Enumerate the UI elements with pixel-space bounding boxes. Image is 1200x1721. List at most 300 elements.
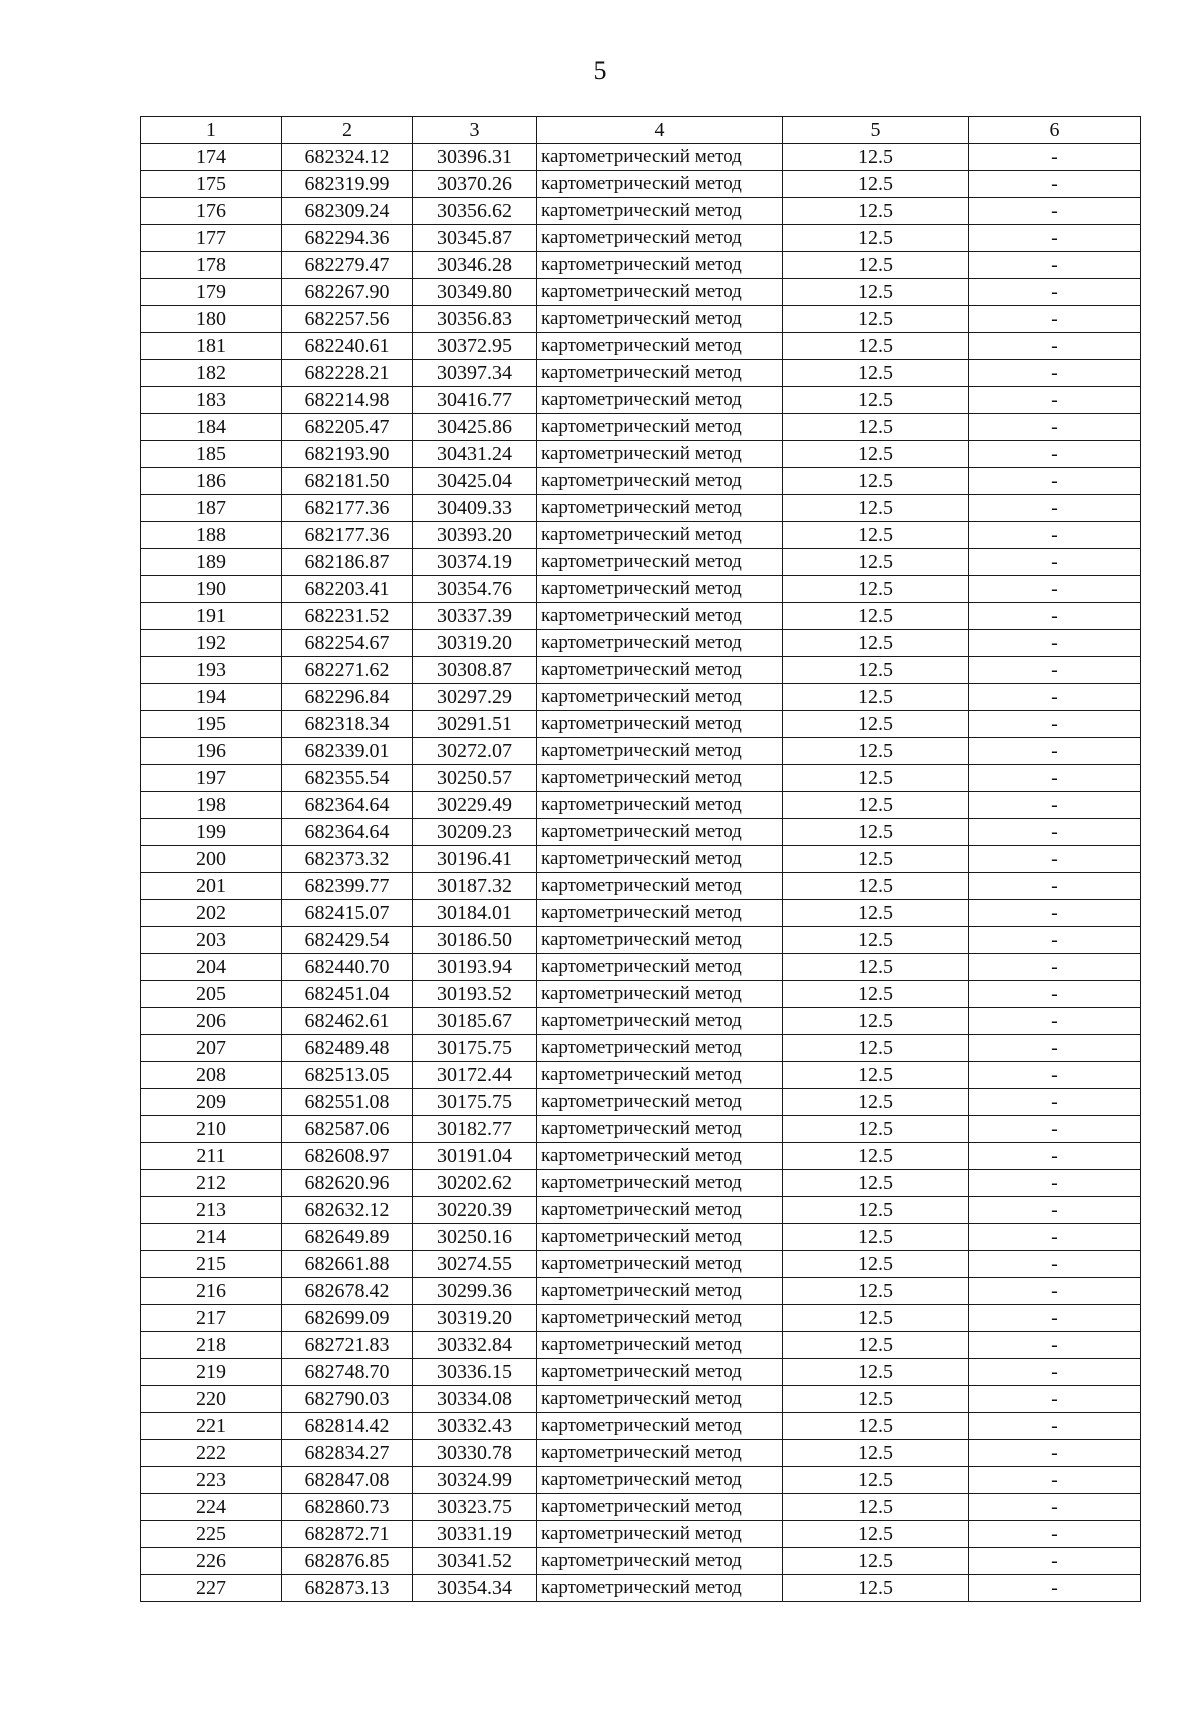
note-cell: - — [969, 333, 1141, 360]
method-cell: картометрический метод — [537, 441, 783, 468]
point-number-cell: 222 — [141, 1440, 282, 1467]
point-number-cell: 220 — [141, 1386, 282, 1413]
x-coordinate-cell: 682748.70 — [282, 1359, 413, 1386]
method-cell: картометрический метод — [537, 414, 783, 441]
method-cell: картометрический метод — [537, 1251, 783, 1278]
x-coordinate-cell: 682279.47 — [282, 252, 413, 279]
x-coordinate-cell: 682608.97 — [282, 1143, 413, 1170]
point-number-cell: 188 — [141, 522, 282, 549]
point-number-cell: 197 — [141, 765, 282, 792]
accuracy-cell: 12.5 — [783, 738, 969, 765]
method-cell: картометрический метод — [537, 1062, 783, 1089]
x-coordinate-cell: 682339.01 — [282, 738, 413, 765]
table-row — [141, 522, 1141, 549]
method-cell: картометрический метод — [537, 198, 783, 225]
accuracy-cell: 12.5 — [783, 1278, 969, 1305]
table-row — [141, 954, 1141, 981]
accuracy-cell: 12.5 — [783, 981, 969, 1008]
note-cell: - — [969, 765, 1141, 792]
accuracy-cell: 12.5 — [783, 1062, 969, 1089]
y-coordinate-cell: 30324.99 — [413, 1467, 537, 1494]
y-coordinate-cell: 30356.62 — [413, 198, 537, 225]
y-coordinate-cell: 30372.95 — [413, 333, 537, 360]
x-coordinate-cell: 682489.48 — [282, 1035, 413, 1062]
note-cell: - — [969, 495, 1141, 522]
method-cell: картометрический метод — [537, 1035, 783, 1062]
table-row — [141, 1575, 1141, 1602]
x-coordinate-cell: 682834.27 — [282, 1440, 413, 1467]
note-cell: - — [969, 711, 1141, 738]
x-coordinate-cell: 682462.61 — [282, 1008, 413, 1035]
table-row — [141, 1062, 1141, 1089]
table-row — [141, 738, 1141, 765]
note-cell: - — [969, 1440, 1141, 1467]
note-cell: - — [969, 1575, 1141, 1602]
note-cell: - — [969, 387, 1141, 414]
y-coordinate-cell: 30332.84 — [413, 1332, 537, 1359]
table-row — [141, 1359, 1141, 1386]
note-cell: - — [969, 981, 1141, 1008]
accuracy-cell: 12.5 — [783, 414, 969, 441]
note-cell: - — [969, 1197, 1141, 1224]
x-coordinate-cell: 682214.98 — [282, 387, 413, 414]
x-coordinate-cell: 682193.90 — [282, 441, 413, 468]
note-cell: - — [969, 603, 1141, 630]
column-header-5: 5 — [783, 117, 969, 144]
method-cell: картометрический метод — [537, 819, 783, 846]
x-coordinate-cell: 682228.21 — [282, 360, 413, 387]
table-header-row — [141, 117, 1141, 144]
accuracy-cell: 12.5 — [783, 1035, 969, 1062]
note-cell: - — [969, 846, 1141, 873]
note-cell: - — [969, 1386, 1141, 1413]
x-coordinate-cell: 682177.36 — [282, 522, 413, 549]
method-cell: картометрический метод — [537, 1413, 783, 1440]
point-number-cell: 199 — [141, 819, 282, 846]
x-coordinate-cell: 682872.71 — [282, 1521, 413, 1548]
method-cell: картометрический метод — [537, 1008, 783, 1035]
point-number-cell: 212 — [141, 1170, 282, 1197]
table-row — [141, 1035, 1141, 1062]
point-number-cell: 192 — [141, 630, 282, 657]
point-number-cell: 189 — [141, 549, 282, 576]
y-coordinate-cell: 30336.15 — [413, 1359, 537, 1386]
point-number-cell: 193 — [141, 657, 282, 684]
accuracy-cell: 12.5 — [783, 441, 969, 468]
note-cell: - — [969, 441, 1141, 468]
note-cell: - — [969, 792, 1141, 819]
point-number-cell: 213 — [141, 1197, 282, 1224]
point-number-cell: 198 — [141, 792, 282, 819]
y-coordinate-cell: 30193.94 — [413, 954, 537, 981]
point-number-cell: 215 — [141, 1251, 282, 1278]
x-coordinate-cell: 682399.77 — [282, 873, 413, 900]
point-number-cell: 218 — [141, 1332, 282, 1359]
point-number-cell: 202 — [141, 900, 282, 927]
method-cell: картометрический метод — [537, 1548, 783, 1575]
point-number-cell: 194 — [141, 684, 282, 711]
y-coordinate-cell: 30274.55 — [413, 1251, 537, 1278]
table-row — [141, 819, 1141, 846]
point-number-cell: 209 — [141, 1089, 282, 1116]
y-coordinate-cell: 30175.75 — [413, 1089, 537, 1116]
note-cell: - — [969, 1089, 1141, 1116]
note-cell: - — [969, 1035, 1141, 1062]
y-coordinate-cell: 30220.39 — [413, 1197, 537, 1224]
x-coordinate-cell: 682267.90 — [282, 279, 413, 306]
table-row — [141, 252, 1141, 279]
y-coordinate-cell: 30323.75 — [413, 1494, 537, 1521]
table-row — [141, 1143, 1141, 1170]
point-number-cell: 181 — [141, 333, 282, 360]
method-cell: картометрический метод — [537, 252, 783, 279]
note-cell: - — [969, 1170, 1141, 1197]
point-number-cell: 176 — [141, 198, 282, 225]
table-row — [141, 1467, 1141, 1494]
y-coordinate-cell: 30341.52 — [413, 1548, 537, 1575]
accuracy-cell: 12.5 — [783, 1521, 969, 1548]
x-coordinate-cell: 682271.62 — [282, 657, 413, 684]
method-cell: картометрический метод — [537, 1197, 783, 1224]
y-coordinate-cell: 30319.20 — [413, 630, 537, 657]
accuracy-cell: 12.5 — [783, 1116, 969, 1143]
method-cell: картометрический метод — [537, 603, 783, 630]
method-cell: картометрический метод — [537, 1494, 783, 1521]
x-coordinate-cell: 682860.73 — [282, 1494, 413, 1521]
y-coordinate-cell: 30354.76 — [413, 576, 537, 603]
y-coordinate-cell: 30319.20 — [413, 1305, 537, 1332]
method-cell: картометрический метод — [537, 954, 783, 981]
method-cell: картометрический метод — [537, 306, 783, 333]
table-row — [141, 1197, 1141, 1224]
note-cell: - — [969, 1278, 1141, 1305]
method-cell: картометрический метод — [537, 171, 783, 198]
table-row — [141, 549, 1141, 576]
accuracy-cell: 12.5 — [783, 171, 969, 198]
method-cell: картометрический метод — [537, 1116, 783, 1143]
x-coordinate-cell: 682451.04 — [282, 981, 413, 1008]
note-cell: - — [969, 657, 1141, 684]
accuracy-cell: 12.5 — [783, 1170, 969, 1197]
x-coordinate-cell: 682847.08 — [282, 1467, 413, 1494]
method-cell: картометрический метод — [537, 846, 783, 873]
method-cell: картометрический метод — [537, 630, 783, 657]
y-coordinate-cell: 30308.87 — [413, 657, 537, 684]
method-cell: картометрический метод — [537, 900, 783, 927]
note-cell: - — [969, 252, 1141, 279]
point-number-cell: 186 — [141, 468, 282, 495]
table-row — [141, 198, 1141, 225]
method-cell: картометрический метод — [537, 225, 783, 252]
point-number-cell: 221 — [141, 1413, 282, 1440]
note-cell: - — [969, 171, 1141, 198]
y-coordinate-cell: 30196.41 — [413, 846, 537, 873]
x-coordinate-cell: 682429.54 — [282, 927, 413, 954]
point-number-cell: 210 — [141, 1116, 282, 1143]
y-coordinate-cell: 30299.36 — [413, 1278, 537, 1305]
y-coordinate-cell: 30330.78 — [413, 1440, 537, 1467]
accuracy-cell: 12.5 — [783, 252, 969, 279]
method-cell: картометрический метод — [537, 1359, 783, 1386]
accuracy-cell: 12.5 — [783, 1359, 969, 1386]
x-coordinate-cell: 682319.99 — [282, 171, 413, 198]
method-cell: картометрический метод — [537, 549, 783, 576]
y-coordinate-cell: 30425.04 — [413, 468, 537, 495]
point-number-cell: 200 — [141, 846, 282, 873]
method-cell: картометрический метод — [537, 711, 783, 738]
method-cell: картометрический метод — [537, 684, 783, 711]
note-cell: - — [969, 279, 1141, 306]
method-cell: картометрический метод — [537, 657, 783, 684]
accuracy-cell: 12.5 — [783, 603, 969, 630]
y-coordinate-cell: 30409.33 — [413, 495, 537, 522]
column-header-3: 3 — [413, 117, 537, 144]
point-number-cell: 219 — [141, 1359, 282, 1386]
accuracy-cell: 12.5 — [783, 1251, 969, 1278]
point-number-cell: 211 — [141, 1143, 282, 1170]
accuracy-cell: 12.5 — [783, 684, 969, 711]
y-coordinate-cell: 30209.23 — [413, 819, 537, 846]
column-header-6: 6 — [969, 117, 1141, 144]
method-cell: картометрический метод — [537, 1224, 783, 1251]
table-row — [141, 441, 1141, 468]
x-coordinate-cell: 682364.64 — [282, 792, 413, 819]
x-coordinate-cell: 682661.88 — [282, 1251, 413, 1278]
method-cell: картометрический метод — [537, 495, 783, 522]
y-coordinate-cell: 30186.50 — [413, 927, 537, 954]
point-number-cell: 185 — [141, 441, 282, 468]
method-cell: картометрический метод — [537, 522, 783, 549]
y-coordinate-cell: 30431.24 — [413, 441, 537, 468]
x-coordinate-cell: 682364.64 — [282, 819, 413, 846]
table-body — [141, 144, 1141, 1602]
x-coordinate-cell: 682814.42 — [282, 1413, 413, 1440]
point-number-cell: 226 — [141, 1548, 282, 1575]
column-header-2: 2 — [282, 117, 413, 144]
table-row — [141, 1413, 1141, 1440]
note-cell: - — [969, 576, 1141, 603]
table-row — [141, 1224, 1141, 1251]
method-cell: картометрический метод — [537, 1575, 783, 1602]
x-coordinate-cell: 682231.52 — [282, 603, 413, 630]
point-number-cell: 224 — [141, 1494, 282, 1521]
y-coordinate-cell: 30331.19 — [413, 1521, 537, 1548]
x-coordinate-cell: 682355.54 — [282, 765, 413, 792]
x-coordinate-cell: 682876.85 — [282, 1548, 413, 1575]
method-cell: картометрический метод — [537, 576, 783, 603]
y-coordinate-cell: 30345.87 — [413, 225, 537, 252]
method-cell: картометрический метод — [537, 738, 783, 765]
table-row — [141, 846, 1141, 873]
accuracy-cell: 12.5 — [783, 819, 969, 846]
note-cell: - — [969, 738, 1141, 765]
accuracy-cell: 12.5 — [783, 279, 969, 306]
y-coordinate-cell: 30172.44 — [413, 1062, 537, 1089]
accuracy-cell: 12.5 — [783, 306, 969, 333]
point-number-cell: 207 — [141, 1035, 282, 1062]
x-coordinate-cell: 682181.50 — [282, 468, 413, 495]
y-coordinate-cell: 30184.01 — [413, 900, 537, 927]
accuracy-cell: 12.5 — [783, 657, 969, 684]
accuracy-cell: 12.5 — [783, 144, 969, 171]
note-cell: - — [969, 819, 1141, 846]
note-cell: - — [969, 414, 1141, 441]
method-cell: картометрический метод — [537, 1521, 783, 1548]
y-coordinate-cell: 30349.80 — [413, 279, 537, 306]
table-row — [141, 1548, 1141, 1575]
table-row — [141, 1278, 1141, 1305]
table-row — [141, 414, 1141, 441]
note-cell: - — [969, 522, 1141, 549]
x-coordinate-cell: 682205.47 — [282, 414, 413, 441]
accuracy-cell: 12.5 — [783, 1386, 969, 1413]
note-cell: - — [969, 1494, 1141, 1521]
point-number-cell: 217 — [141, 1305, 282, 1332]
y-coordinate-cell: 30191.04 — [413, 1143, 537, 1170]
x-coordinate-cell: 682254.67 — [282, 630, 413, 657]
table-row — [141, 711, 1141, 738]
note-cell: - — [969, 1332, 1141, 1359]
y-coordinate-cell: 30346.28 — [413, 252, 537, 279]
point-number-cell: 223 — [141, 1467, 282, 1494]
y-coordinate-cell: 30193.52 — [413, 981, 537, 1008]
accuracy-cell: 12.5 — [783, 792, 969, 819]
x-coordinate-cell: 682240.61 — [282, 333, 413, 360]
point-number-cell: 208 — [141, 1062, 282, 1089]
accuracy-cell: 12.5 — [783, 1089, 969, 1116]
accuracy-cell: 12.5 — [783, 333, 969, 360]
point-number-cell: 187 — [141, 495, 282, 522]
accuracy-cell: 12.5 — [783, 900, 969, 927]
x-coordinate-cell: 682678.42 — [282, 1278, 413, 1305]
accuracy-cell: 12.5 — [783, 1548, 969, 1575]
note-cell: - — [969, 1467, 1141, 1494]
method-cell: картометрический метод — [537, 144, 783, 171]
table-row — [141, 873, 1141, 900]
note-cell: - — [969, 900, 1141, 927]
column-header-1: 1 — [141, 117, 282, 144]
point-number-cell: 227 — [141, 1575, 282, 1602]
x-coordinate-cell: 682790.03 — [282, 1386, 413, 1413]
table-row — [141, 495, 1141, 522]
accuracy-cell: 12.5 — [783, 225, 969, 252]
table-row — [141, 630, 1141, 657]
y-coordinate-cell: 30425.86 — [413, 414, 537, 441]
x-coordinate-cell: 682309.24 — [282, 198, 413, 225]
y-coordinate-cell: 30334.08 — [413, 1386, 537, 1413]
method-cell: картометрический метод — [537, 1440, 783, 1467]
x-coordinate-cell: 682620.96 — [282, 1170, 413, 1197]
note-cell: - — [969, 306, 1141, 333]
table-row — [141, 333, 1141, 360]
method-cell: картометрический метод — [537, 1467, 783, 1494]
note-cell: - — [969, 468, 1141, 495]
table-row — [141, 144, 1141, 171]
x-coordinate-cell: 682203.41 — [282, 576, 413, 603]
y-coordinate-cell: 30370.26 — [413, 171, 537, 198]
x-coordinate-cell: 682294.36 — [282, 225, 413, 252]
accuracy-cell: 12.5 — [783, 468, 969, 495]
method-cell: картометрический метод — [537, 792, 783, 819]
accuracy-cell: 12.5 — [783, 1494, 969, 1521]
method-cell: картометрический метод — [537, 279, 783, 306]
accuracy-cell: 12.5 — [783, 1440, 969, 1467]
accuracy-cell: 12.5 — [783, 873, 969, 900]
table-row — [141, 171, 1141, 198]
accuracy-cell: 12.5 — [783, 549, 969, 576]
note-cell: - — [969, 1305, 1141, 1332]
point-number-cell: 182 — [141, 360, 282, 387]
y-coordinate-cell: 30185.67 — [413, 1008, 537, 1035]
table-row — [141, 1440, 1141, 1467]
table-row — [141, 225, 1141, 252]
note-cell: - — [969, 1143, 1141, 1170]
column-header-4: 4 — [537, 117, 783, 144]
point-number-cell: 184 — [141, 414, 282, 441]
method-cell: картометрический метод — [537, 981, 783, 1008]
y-coordinate-cell: 30202.62 — [413, 1170, 537, 1197]
point-number-cell: 174 — [141, 144, 282, 171]
method-cell: картометрический метод — [537, 360, 783, 387]
x-coordinate-cell: 682587.06 — [282, 1116, 413, 1143]
table-row — [141, 1170, 1141, 1197]
accuracy-cell: 12.5 — [783, 387, 969, 414]
table-row — [141, 900, 1141, 927]
note-cell: - — [969, 954, 1141, 981]
point-number-cell: 214 — [141, 1224, 282, 1251]
table-row — [141, 792, 1141, 819]
table-row — [141, 657, 1141, 684]
accuracy-cell: 12.5 — [783, 765, 969, 792]
table-row — [141, 1089, 1141, 1116]
y-coordinate-cell: 30396.31 — [413, 144, 537, 171]
accuracy-cell: 12.5 — [783, 1467, 969, 1494]
accuracy-cell: 12.5 — [783, 522, 969, 549]
table-row — [141, 927, 1141, 954]
accuracy-cell: 12.5 — [783, 1332, 969, 1359]
point-number-cell: 201 — [141, 873, 282, 900]
note-cell: - — [969, 198, 1141, 225]
table-row — [141, 1008, 1141, 1035]
y-coordinate-cell: 30291.51 — [413, 711, 537, 738]
note-cell: - — [969, 144, 1141, 171]
x-coordinate-cell: 682186.87 — [282, 549, 413, 576]
y-coordinate-cell: 30182.77 — [413, 1116, 537, 1143]
accuracy-cell: 12.5 — [783, 1305, 969, 1332]
y-coordinate-cell: 30250.16 — [413, 1224, 537, 1251]
accuracy-cell: 12.5 — [783, 1413, 969, 1440]
note-cell: - — [969, 1008, 1141, 1035]
table-row — [141, 279, 1141, 306]
table-row — [141, 1332, 1141, 1359]
method-cell: картометрический метод — [537, 1278, 783, 1305]
y-coordinate-cell: 30297.29 — [413, 684, 537, 711]
x-coordinate-cell: 682415.07 — [282, 900, 413, 927]
note-cell: - — [969, 630, 1141, 657]
accuracy-cell: 12.5 — [783, 1143, 969, 1170]
note-cell: - — [969, 1224, 1141, 1251]
point-number-cell: 225 — [141, 1521, 282, 1548]
x-coordinate-cell: 682649.89 — [282, 1224, 413, 1251]
point-number-cell: 190 — [141, 576, 282, 603]
note-cell: - — [969, 1062, 1141, 1089]
y-coordinate-cell: 30175.75 — [413, 1035, 537, 1062]
accuracy-cell: 12.5 — [783, 1197, 969, 1224]
accuracy-cell: 12.5 — [783, 1575, 969, 1602]
point-number-cell: 179 — [141, 279, 282, 306]
table-row — [141, 387, 1141, 414]
point-number-cell: 196 — [141, 738, 282, 765]
